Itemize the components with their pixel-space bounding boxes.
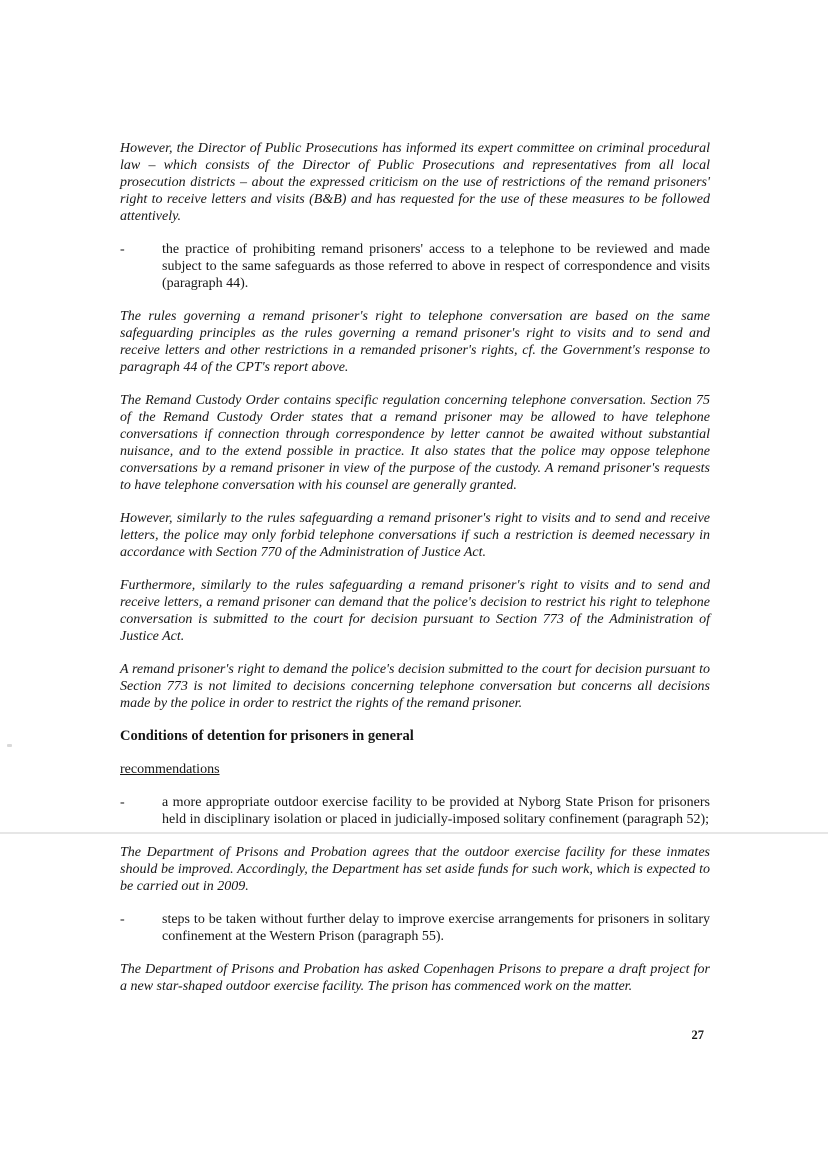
page-number: 27 xyxy=(691,1028,704,1042)
paragraph-response: Furthermore, similarly to the rules safeguarding a remand prisoner's right to visits and to send and receive letters, a remand prisoner can demand that the police's decision to restrict his right to telephone conversation is submitted to the court for decision pursuant to Section 773 of the Administration of Justice Act. xyxy=(120,578,710,644)
paragraph-response: The rules governing a remand prisoner's right to telephone conversation are based on the same safeguarding principles as the rules governing a remand prisoner's right to visits and to send and receive letters and other restrictions in a remanded prisoner's rights, cf. the Government's response to paragraph 44 of the CPT's report above. xyxy=(120,309,710,375)
bullet-marker: - xyxy=(120,795,125,810)
bullet-text: steps to be taken without further delay to improve exercise arrangements for prisoners in solitary confinement at the Western Prison (paragraph 55). xyxy=(162,912,710,944)
paragraph-response: However, similarly to the rules safeguarding a remand prisoner's right to visits and to send and receive letters, the police may only forbid telephone conversations if such a restriction is deemed necessary in accordance with Section 770 of the Administration of Justice Act. xyxy=(120,511,710,560)
bullet-marker: - xyxy=(120,242,125,257)
paragraph-response: The Remand Custody Order contains specific regulation concerning telephone conversation. Section 75 of the Remand Custody Order states that a remand prisoner may be allowed to have telephone conversations if connection through correspondence by letter cannot be awaited without substantial nuisance, and to the extend possible in practice. It also states that the police may oppose telephone conversations by a remand prisoner in view of the purpose of the custody. A remand prisoner's requests to have telephone conversation with his counsel are generally granted. xyxy=(120,393,710,493)
recommendations-label: recommendations xyxy=(120,762,220,777)
bullet-item xyxy=(120,911,710,945)
bullet-item xyxy=(120,794,710,828)
bullet-text: the practice of prohibiting remand prisoners' access to a telephone to be reviewed and made subject to the same safeguards as those referred to above in respect of correspondence and visits (paragraph 44). xyxy=(162,242,710,291)
paragraph-response: However, the Director of Public Prosecutions has informed its expert committee on criminal procedural law – which consists of the Director of Public Prosecutions and representatives from all local prosecution districts – about the expressed criticism on the use of restrictions of the remand prisoners' right to receive letters and visits (B&B) and has requested for the use of these measures to be followed attentively. xyxy=(120,141,710,224)
document-body xyxy=(120,140,710,1011)
paragraph-response: The Department of Prisons and Probation has asked Copenhagen Prisons to prepare a draft project for a new star-shaped outdoor exercise facility. The prison has commenced work on the matter. xyxy=(120,962,710,994)
paragraph-response: A remand prisoner's right to demand the police's decision submitted to the court for decision pursuant to Section 773 is not limited to decisions concerning telephone conversation but concerns all decisions made by the police in order to restrict the rights of the remand prisoner. xyxy=(120,662,710,711)
bullet-text: a more appropriate outdoor exercise facility to be provided at Nyborg State Prison for prisoners held in disciplinary isolation or placed in judicially-imposed solitary confinement (paragraph 52); xyxy=(162,795,710,827)
bullet-item xyxy=(120,241,710,292)
section-heading: Conditions of detention for prisoners in general xyxy=(120,728,414,744)
paragraph-response: The Department of Prisons and Probation agrees that the outdoor exercise facility for these inmates should be improved. Accordingly, the Department has set aside funds for such work, which is expected to be carried out in 2009. xyxy=(120,845,710,894)
bullet-marker: - xyxy=(120,912,125,927)
scan-artifact-speck xyxy=(7,744,12,747)
